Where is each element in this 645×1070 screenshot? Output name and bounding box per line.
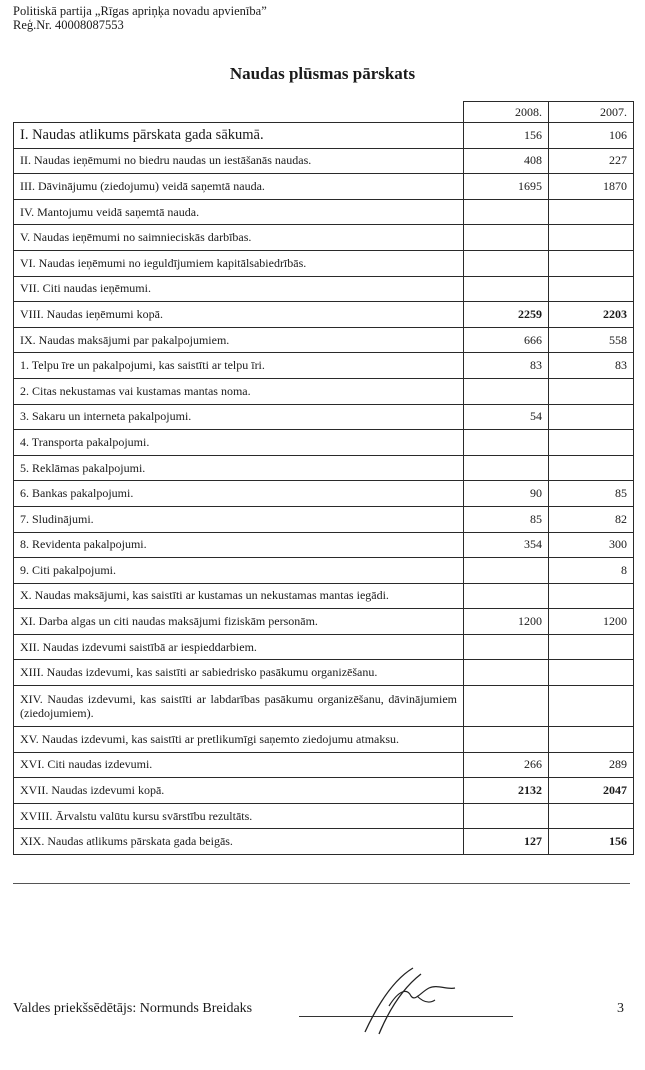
value-2007 <box>549 378 634 404</box>
value-2008 <box>464 250 549 276</box>
row-label: VII. Citi naudas ieņēmumi. <box>14 276 464 302</box>
value-2008 <box>464 199 549 225</box>
value-2007: 227 <box>549 148 634 174</box>
value-2008 <box>464 558 549 584</box>
value-2008: 408 <box>464 148 549 174</box>
value-2008: 90 <box>464 481 549 507</box>
value-2007 <box>549 250 634 276</box>
value-2007 <box>549 276 634 302</box>
row-label: XVI. Citi naudas izdevumi. <box>14 752 464 778</box>
row-label: 6. Bankas pakalpojumi. <box>14 481 464 507</box>
table-row <box>14 353 634 379</box>
row-label: I. Naudas atlikums pārskata gada sākumā. <box>14 123 464 149</box>
row-label: V. Naudas ieņēmumi no saimnieciskās darbības. <box>14 225 464 251</box>
row-label: VIII. Naudas ieņēmumi kopā. <box>14 302 464 328</box>
row-label: 1. Telpu īre un pakalpojumi, kas saistīti ar telpu īri. <box>14 353 464 379</box>
header-blank-cell <box>14 102 464 123</box>
table-row <box>14 199 634 225</box>
table-row <box>14 506 634 532</box>
signatory-label: Valdes priekšsēdētājs: Normunds Breidaks <box>13 1001 253 1016</box>
footer-divider <box>13 883 630 884</box>
table-row <box>14 583 634 609</box>
value-2007 <box>549 803 634 829</box>
signature-image <box>355 966 465 1036</box>
row-label: 7. Sludinājumi. <box>14 506 464 532</box>
row-label: II. Naudas ieņēmumi no biedru naudas un iestāšanās naudas. <box>14 148 464 174</box>
document-header <box>13 4 267 32</box>
row-label: X. Naudas maksājumi, kas saistīti ar kustamas un nekustamas mantas iegādi. <box>14 583 464 609</box>
table-row <box>14 558 634 584</box>
value-2007: 8 <box>549 558 634 584</box>
table-row <box>14 276 634 302</box>
value-2007 <box>549 583 634 609</box>
value-2007: 1870 <box>549 174 634 200</box>
table-row <box>14 430 634 456</box>
table-row <box>14 327 634 353</box>
table-row <box>14 123 634 149</box>
row-label: 9. Citi pakalpojumi. <box>14 558 464 584</box>
value-2008: 127 <box>464 829 549 855</box>
year-2008-header: 2008. <box>464 102 549 123</box>
value-2007 <box>549 727 634 753</box>
table-row <box>14 532 634 558</box>
table-row <box>14 829 634 855</box>
table-row <box>14 660 634 686</box>
row-label: 3. Sakaru un interneta pakalpojumi. <box>14 404 464 430</box>
value-2007: 2203 <box>549 302 634 328</box>
table-row <box>14 634 634 660</box>
table-header-row <box>14 102 634 123</box>
value-2008: 1200 <box>464 609 549 635</box>
value-2007: 300 <box>549 532 634 558</box>
value-2007: 156 <box>549 829 634 855</box>
value-2007: 289 <box>549 752 634 778</box>
value-2008: 666 <box>464 327 549 353</box>
row-label: IX. Naudas maksājumi par pakalpojumiem. <box>14 327 464 353</box>
page-title: Naudas plūsmas pārskats <box>229 64 416 83</box>
page-number: 3 <box>617 1001 624 1016</box>
value-2008 <box>464 378 549 404</box>
value-2008 <box>464 686 549 727</box>
value-2008: 54 <box>464 404 549 430</box>
table-row <box>14 803 634 829</box>
value-2008 <box>464 430 549 456</box>
table-row <box>14 250 634 276</box>
value-2008 <box>464 803 549 829</box>
value-2007: 82 <box>549 506 634 532</box>
row-label: III. Dāvinājumu (ziedojumu) veidā saņemtā nauda. <box>14 174 464 200</box>
row-label: 5. Reklāmas pakalpojumi. <box>14 455 464 481</box>
value-2008: 85 <box>464 506 549 532</box>
value-2007: 106 <box>549 123 634 149</box>
table-row <box>14 378 634 404</box>
row-label: XIX. Naudas atlikums pārskata gada beigās. <box>14 829 464 855</box>
value-2008 <box>464 276 549 302</box>
value-2008 <box>464 583 549 609</box>
table-row <box>14 225 634 251</box>
value-2008: 2259 <box>464 302 549 328</box>
value-2008 <box>464 455 549 481</box>
value-2008 <box>464 727 549 753</box>
value-2007: 1200 <box>549 609 634 635</box>
row-label: 2. Citas nekustamas vai kustamas mantas noma. <box>14 378 464 404</box>
row-label: IV. Mantojumu veidā saņemtā nauda. <box>14 199 464 225</box>
value-2008: 83 <box>464 353 549 379</box>
table-row <box>14 455 634 481</box>
value-2007 <box>549 199 634 225</box>
table-row <box>14 727 634 753</box>
year-2007-header: 2007. <box>549 102 634 123</box>
row-label: VI. Naudas ieņēmumi no ieguldījumiem kapitālsabiedrībās. <box>14 250 464 276</box>
table-row <box>14 609 634 635</box>
table-row <box>14 686 634 727</box>
value-2007: 83 <box>549 353 634 379</box>
value-2008: 266 <box>464 752 549 778</box>
party-name: Politiskā partija „Rīgas apriņķa novadu apvienība” <box>13 4 267 18</box>
row-label: XII. Naudas izdevumi saistībā ar iespieddarbiem. <box>14 634 464 660</box>
value-2007: 85 <box>549 481 634 507</box>
value-2007 <box>549 430 634 456</box>
row-label: XVIII. Ārvalstu valūtu kursu svārstību rezultāts. <box>14 803 464 829</box>
value-2007 <box>549 634 634 660</box>
value-2008 <box>464 225 549 251</box>
registration-number: Reģ.Nr. 40008087553 <box>13 18 124 32</box>
table-row <box>14 481 634 507</box>
table-row <box>14 752 634 778</box>
row-label: XIII. Naudas izdevumi, kas saistīti ar sabiedrisko pasākumu organizēšanu. <box>14 660 464 686</box>
value-2008: 2132 <box>464 778 549 804</box>
value-2007 <box>549 455 634 481</box>
row-label: XIV. Naudas izdevumi, kas saistīti ar labdarības pasākumu organizēšanu, dāvinājumiem (ziedojumiem). <box>14 686 464 727</box>
value-2007: 2047 <box>549 778 634 804</box>
value-2008: 354 <box>464 532 549 558</box>
table-row <box>14 404 634 430</box>
value-2008 <box>464 634 549 660</box>
value-2008: 1695 <box>464 174 549 200</box>
value-2008: 156 <box>464 123 549 149</box>
row-label: 8. Revidenta pakalpojumi. <box>14 532 464 558</box>
table-row <box>14 778 634 804</box>
value-2007 <box>549 686 634 727</box>
row-label: XI. Darba algas un citi naudas maksājumi fiziskām personām. <box>14 609 464 635</box>
row-label: 4. Transporta pakalpojumi. <box>14 430 464 456</box>
value-2008 <box>464 660 549 686</box>
value-2007 <box>549 404 634 430</box>
table-row <box>14 148 634 174</box>
table-row <box>14 174 634 200</box>
value-2007 <box>549 660 634 686</box>
cash-flow-table <box>13 101 634 855</box>
value-2007 <box>549 225 634 251</box>
row-label: XV. Naudas izdevumi, kas saistīti ar pretlikumīgi saņemto ziedojumu atmaksu. <box>14 727 464 753</box>
table-row <box>14 302 634 328</box>
row-label: XVII. Naudas izdevumi kopā. <box>14 778 464 804</box>
value-2007: 558 <box>549 327 634 353</box>
